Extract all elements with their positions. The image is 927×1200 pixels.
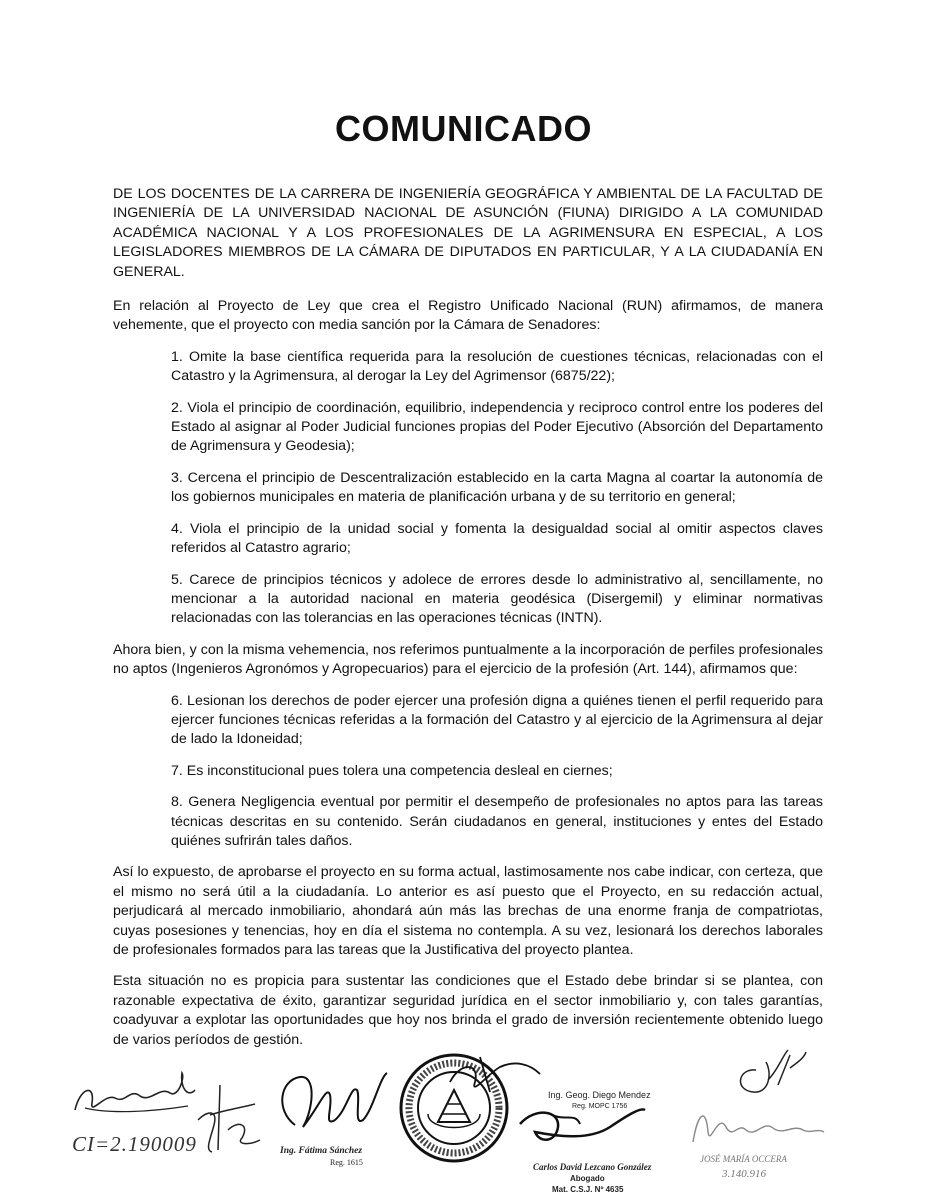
list-item-2: 2. Viola el principio de coordinación, equilibrio, independencia y reciproco control entre los poderes del Estado al asignar al Poder Judicial funciones propias del Poder Ejecutivo (Absorción del Departamento de Agrimensura y Geodesia);: [171, 399, 823, 455]
signature-6: [728, 1040, 808, 1100]
document-title: COMUNICADO: [335, 108, 592, 149]
signature-6-top-scribble: [728, 1040, 808, 1100]
signature-3-reg: Reg. 1615: [330, 1158, 363, 1167]
paragraph-2: Ahora bien, y con la misma vehemencia, nos referimos puntualmente a la incorporación de perfiles profesionales no aptos (Ingenieros Agronómos y Agropecuarios) para el ejercicio de la profesión (Art. 144), afirmamos que:: [113, 641, 823, 678]
signature-3: [275, 1065, 395, 1145]
list-item-3: 3. Cercena el principio de Descentralización establecido en la carta Magna al coartar la autonomía de los gobiernos municipales en materia de planificación urbana y de su territorio en general;: [171, 469, 823, 506]
signature-3-name: Ing. Fátima Sánchez: [280, 1146, 363, 1156]
signature-2: [190, 1080, 265, 1155]
signature-3-scribble: [275, 1065, 395, 1145]
signatures-area: [0, 1040, 927, 1200]
signature-6-number: 3.140.916: [722, 1168, 766, 1180]
list-item-6: 6. Lesionan los derechos de poder ejercer una profesión digna a quiénes tienen el perfil requerido para ejercer funciones técnicas referidas a la formación del Catastro y al ejercicio de la Agrimensura al dejar de lado la Idoneidad;: [171, 692, 823, 748]
paragraph-4: Esta situación no es propicia para sustentar las condiciones que el Estado debe brindar si se plantea, con razonable expectativa de éxito, garantizar seguridad jurídica en el sector inmobiliario y, con tales garantías, coadyuvar a explotar las oportunidades que hoy nos brinda el grado de inversión recientemente obtenido luego de varios períodos de gestión.: [113, 973, 823, 1048]
intro-paragraph: DE LOS DOCENTES DE LA CARRERA DE INGENIERÍA GEOGRÁFICA Y AMBIENTAL DE LA FACULTAD DE INGENIERÍA DE LA UNIVERSIDAD NACIONAL DE ASUNCIÓN (FIUNA) DIRIGIDO A LA COMUNIDAD ACADÉMICA NACIONAL Y A LOS PROFESIONALES DE LA AGRIMENSURA EN ESPECIAL, A LOS LEGISLADORES MIEMBROS DE LA CÁMARA DE DIPUTADOS EN PARTICULAR, Y A LA CIUDADANÍA EN GENERAL.: [113, 186, 823, 280]
document-body: [113, 185, 823, 1062]
list-item-5: 5. Carece de principios técnicos y adolece de errores desde lo administrativo al, sencillamente, no mencionar a la autoridad nacional en materia geodésica (Disergemil) y eliminar normativas relacionadas con las tolerancias en las operaciones técnicas (INTN).: [171, 571, 823, 627]
list-item-8: 8. Genera Negligencia eventual por permitir el desempeño de profesionales no aptos para las tareas técnicas descritas en su contenido. Serán ciudadanos en general, instituciones y entes del Estado quiénes sufrirán tales daños.: [171, 794, 823, 849]
signature-1: [70, 1068, 200, 1128]
signature-6-lower: [688, 1102, 828, 1152]
signature-1-scribble: [70, 1068, 200, 1128]
signature-4-stamp-name: Ing. Geog. Diego Mendez: [548, 1090, 651, 1100]
paragraph-1: En relación al Proyecto de Ley que crea el Registro Unificado Nacional (RUN) afirmamos, de manera vehemente, que el proyecto con media sanción por la Cámara de Senadores:: [113, 298, 823, 334]
signature-6-name: JOSÉ MARÍA OCCERA: [700, 1154, 787, 1164]
list-item-7: 7. Es inconstitucional pues tolera una competencia desleal en ciernes;: [171, 762, 613, 779]
signature-5-title: Abogado: [570, 1174, 605, 1183]
paragraph-3: Así lo expuesto, de aprobarse el proyecto en su forma actual, lastimosamente nos cabe indicar, con certeza, que el mismo no será útil a la ciudadanía. Lo anterior es así puesto que el Proyecto, en su redacción actual, perjudicará al mercado inmobiliario, ahondará aún más las brechas de una enorme franja de compatriotas, cuyas posesiones y tenencias, hoy en día el sistema no contempla. A su vez, lesionará los derechos laborales de profesionales formados para las tareas que la Justificativa del proyecto plantea.: [113, 864, 823, 958]
signature-2-scribble: [190, 1080, 265, 1155]
signature-1-ci: CI=2.190009: [72, 1132, 197, 1156]
list-item-1: 1. Omite la base científica requerida para la resolución de cuestiones técnicas, relacionadas con el Catastro y la Agrimensura, al derogar la Ley del Agrimensor (6875/22);: [171, 348, 823, 385]
signature-6-lower-scribble: [688, 1102, 828, 1152]
signature-4-stamp-reg: Reg. MOPC 1756: [572, 1103, 628, 1110]
signature-5-mat: Mat. C.S.J. Nº 4635: [552, 1185, 624, 1194]
list-item-4: 4. Viola el principio de la unidad social y fomenta la desigualdad social al omitir aspectos claves referidos al Catastro agrario;: [171, 520, 823, 557]
signature-5-name: Carlos David Lezcano González: [533, 1162, 652, 1172]
